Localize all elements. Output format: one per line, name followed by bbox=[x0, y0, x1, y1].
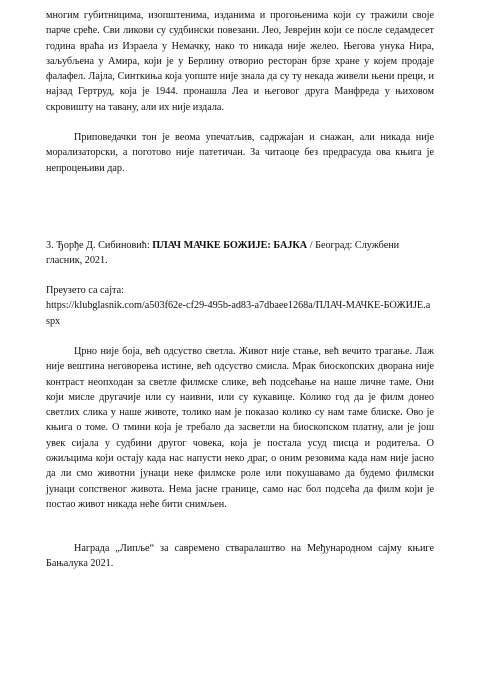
bibliography-entry bbox=[46, 238, 434, 269]
entry-title: ПЛАЧ МАЧКЕ БОЖИЈЕ: БАЈКА bbox=[152, 240, 308, 251]
source-block bbox=[46, 283, 434, 329]
paragraph-book-summary: многим губитницима, изопштенима, изданима и прогоњенима који су тражили своје парче среће. Сви ликови су судбински повезани. Лео, Јеврејин који се после седамдесет година враћа из Израела у Немачку, нако то никада није желео. Његова унука Нира, заљубљена у Амира, који је у Берлину отворио ресторан брзе хране у којем продаје фалафел. Лајла, Синткиња која уопште није знала да су ту некада живели њени преци, и најзад Гертруд, која је 1944. пронашла Леа и његовог друга Манфреда у њиховом скровишту на тавану, али их није издала. bbox=[46, 10, 434, 113]
paragraph-award: Награда „Липље“ за савремено стваралаштво на Међународном сајму књиге Бањалука 2021. bbox=[46, 543, 434, 570]
source-label: Преузето са сајта: bbox=[46, 285, 124, 296]
paragraph-book-assessment: Приповедачки тон је веома упечатљив, садржајан и снажан, али никада није морализаторски, а поготово није патетичан. За читаоце без предрасуда ова књига је непроцењиви дар. bbox=[46, 132, 434, 174]
paragraph-review: Црно није боја, већ одсуство светла. Живот није стање, већ вечито трагање. Лаж није вештина неговорења истине, већ одсуство смисла. Мрак биоскопских дворана није контраст неопходан за светле филмске слике, већ подсећање на наше личне таме. Они који мисле другачије или су наивни, или су кукавице. Колико год да је филм донео светлих слика у наше животе, толико нам је показао колико су нам таме блиске. Ово је књига о томе. О тмини која је требало да засветли на биоскопском платну, али је још увек сијала у судбини другог човека, која је постала усуд писца и родитеља. О ожиљцима који остају када нас напусти неко драг, о оним резовима када нам није јасно да ли смо животни јунаци неке филмске роле или покушавамо да будемо филмски јунаци сопственог живота. Нема јасне границе, само нас бол подсећа да филм који је постао живот никада неће бити снимљен. bbox=[46, 346, 434, 510]
source-url[interactable]: https://klubglasnik.com/a503f62e-cf29-495b-ad83-a7dbaee1268a/ПЛАЧ-МАЧКЕ-БОЖИЈЕ.aspx bbox=[46, 300, 431, 327]
entry-publisher: / Београд: Службени гласник, 2021. bbox=[46, 240, 400, 267]
entry-prefix: 3. Ђорђе Д. Сибиновић: bbox=[46, 240, 153, 251]
